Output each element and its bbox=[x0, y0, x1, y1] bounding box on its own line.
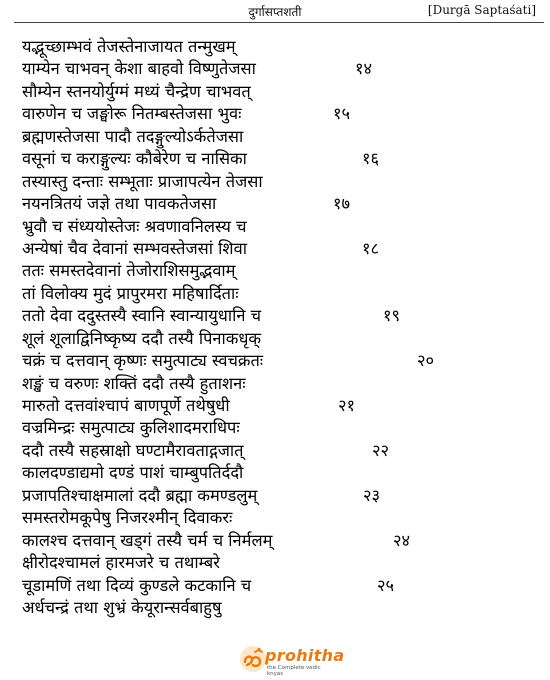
verse-number: २१ bbox=[338, 396, 356, 415]
verse-number: २५ bbox=[377, 575, 395, 595]
header-divider bbox=[14, 22, 544, 23]
verse-text: अन्येषां चैव देवानां सम्भवस्तेजसां शिवा bbox=[22, 238, 247, 258]
verse-line bbox=[0, 283, 550, 305]
verse-number: १९ bbox=[383, 306, 401, 326]
verse-text: सौम्येन स्तनयोर्युग्मं मध्यं चैन्द्रेण चाभवत् bbox=[22, 81, 251, 101]
page-title-devanagari: दुर्गासप्तशती bbox=[248, 5, 302, 19]
verse-line bbox=[0, 485, 550, 507]
verse-number: २२ bbox=[372, 440, 390, 460]
verse-line bbox=[0, 36, 550, 58]
verse-text: ब्रह्मणस्तेजसा पादौ तदङ्गुल्योऽर्कतेजसा bbox=[22, 126, 244, 146]
prohitha-logo bbox=[238, 642, 345, 678]
verse-number: २० bbox=[417, 351, 435, 371]
verse-text: नयनत्रितयं जज्ञे तथा पावकतेजसा bbox=[22, 194, 217, 214]
verse-text: चूडामणिं तथा दिव्यं कुण्डले कटकानि च bbox=[22, 575, 252, 595]
verse-text: समस्तरोमकूपेषु निजरश्मीन् दिवाकरः bbox=[22, 508, 233, 528]
verse-line bbox=[0, 58, 550, 80]
verse-line bbox=[0, 350, 550, 372]
verse-line bbox=[0, 417, 550, 439]
verse-text: कालदण्डाद्यमो दण्डं पाशं चाम्बुपतिर्ददौ bbox=[22, 463, 244, 483]
verse-text: वसूनां च कराङ्गुल्यः कौबेरेण च नासिका bbox=[22, 149, 247, 169]
verse-list bbox=[0, 36, 550, 619]
page-title-latin: [Durgā Saptaśati] bbox=[427, 3, 536, 17]
om-symbol-icon bbox=[238, 644, 268, 674]
verse-line bbox=[0, 216, 550, 238]
verse-number: २३ bbox=[363, 485, 381, 505]
verse-number: २४ bbox=[393, 530, 411, 550]
verse-text: यद्भूच्छाम्भवं तेजस्तेनाजायत तन्मुखम् bbox=[22, 37, 236, 56]
verse-number: १५ bbox=[333, 104, 351, 124]
verse-text: ततो देवा ददुस्तस्यै स्वानि स्वान्यायुधानि च bbox=[22, 306, 262, 326]
verse-line bbox=[0, 575, 550, 597]
verse-text: भ्रुवौ च संध्ययोस्तेजः श्रवणावनिलस्य च bbox=[22, 216, 247, 236]
verse-line bbox=[0, 305, 550, 327]
logo-brand-text: prohitha bbox=[265, 646, 345, 665]
verse-number: १४ bbox=[355, 59, 373, 79]
verse-text: वज्रमिन्द्रः समुत्पाट्य कुलिशादमराधिपः bbox=[22, 418, 240, 438]
verse-line bbox=[0, 507, 550, 529]
logo-tagline: the Complete vedic knyas bbox=[267, 665, 321, 677]
verse-line bbox=[0, 328, 550, 350]
verse-text: क्षीरोदश्चामलं हारमजरे च तथाम्बरे bbox=[22, 553, 220, 573]
verse-line bbox=[0, 530, 550, 552]
verse-text: तां विलोक्य मुदं प्रापुरमरा महिषार्दिताः bbox=[22, 283, 239, 303]
verse-text: चक्रं च दत्तवान् कृष्णः समुत्पाट्य स्वचक्रतः bbox=[22, 351, 264, 371]
verse-number: १७ bbox=[333, 194, 351, 214]
page-header bbox=[0, 0, 550, 20]
verse-line bbox=[0, 373, 550, 395]
verse-text: ततः समस्तदेवानां तेजोराशिसमुद्भवाम् bbox=[22, 261, 236, 281]
verse-line bbox=[0, 171, 550, 193]
verse-line bbox=[0, 81, 550, 103]
verse-text: शङ्खं च वरुणः शक्तिं ददौ तस्यै हुताशनः bbox=[22, 373, 246, 393]
verse-text: याम्येन चाभवन् केशा बाहवो विष्णुतेजसा bbox=[22, 59, 256, 79]
verse-text: वारुणेन च जङ्घोरू नितम्बस्तेजसा भुवः bbox=[22, 104, 242, 124]
verse-line bbox=[0, 126, 550, 148]
verse-line bbox=[0, 552, 550, 574]
verse-line bbox=[0, 148, 550, 170]
verse-line bbox=[0, 260, 550, 282]
verse-text: अर्धचन्द्रं तथा शुभ्रं केयूरान्सर्वबाहुषु bbox=[22, 597, 222, 617]
verse-line bbox=[0, 395, 550, 417]
verse-number: १६ bbox=[362, 149, 380, 169]
verse-text: ददौ तस्यै सहस्राक्षो घण्टामैरावताद्गजात् bbox=[22, 440, 244, 460]
verse-line bbox=[0, 193, 550, 215]
verse-text: मारुतो दत्तवांश्चापं बाणपूर्णे तथेषुधी bbox=[22, 396, 230, 415]
verse-line bbox=[0, 440, 550, 462]
verse-number: १८ bbox=[362, 238, 380, 258]
verse-text: शूलं शूलाद्विनिष्कृष्य ददौ तस्यै पिनाकधृक् bbox=[22, 328, 262, 348]
verse-line bbox=[0, 103, 550, 125]
verse-text: प्रजापतिश्चाक्षमालां ददौ ब्रह्मा कमण्डलुम् bbox=[22, 485, 258, 505]
verse-text: कालश्च दत्तवान् खड्गं तस्यै चर्म च निर्मलम् bbox=[22, 530, 273, 550]
verse-line bbox=[0, 597, 550, 619]
verse-text: तस्यास्तु दन्ताः सम्भूताः प्राजापत्येन तेजसा bbox=[22, 171, 263, 191]
verse-line bbox=[0, 238, 550, 260]
verse-line bbox=[0, 462, 550, 484]
